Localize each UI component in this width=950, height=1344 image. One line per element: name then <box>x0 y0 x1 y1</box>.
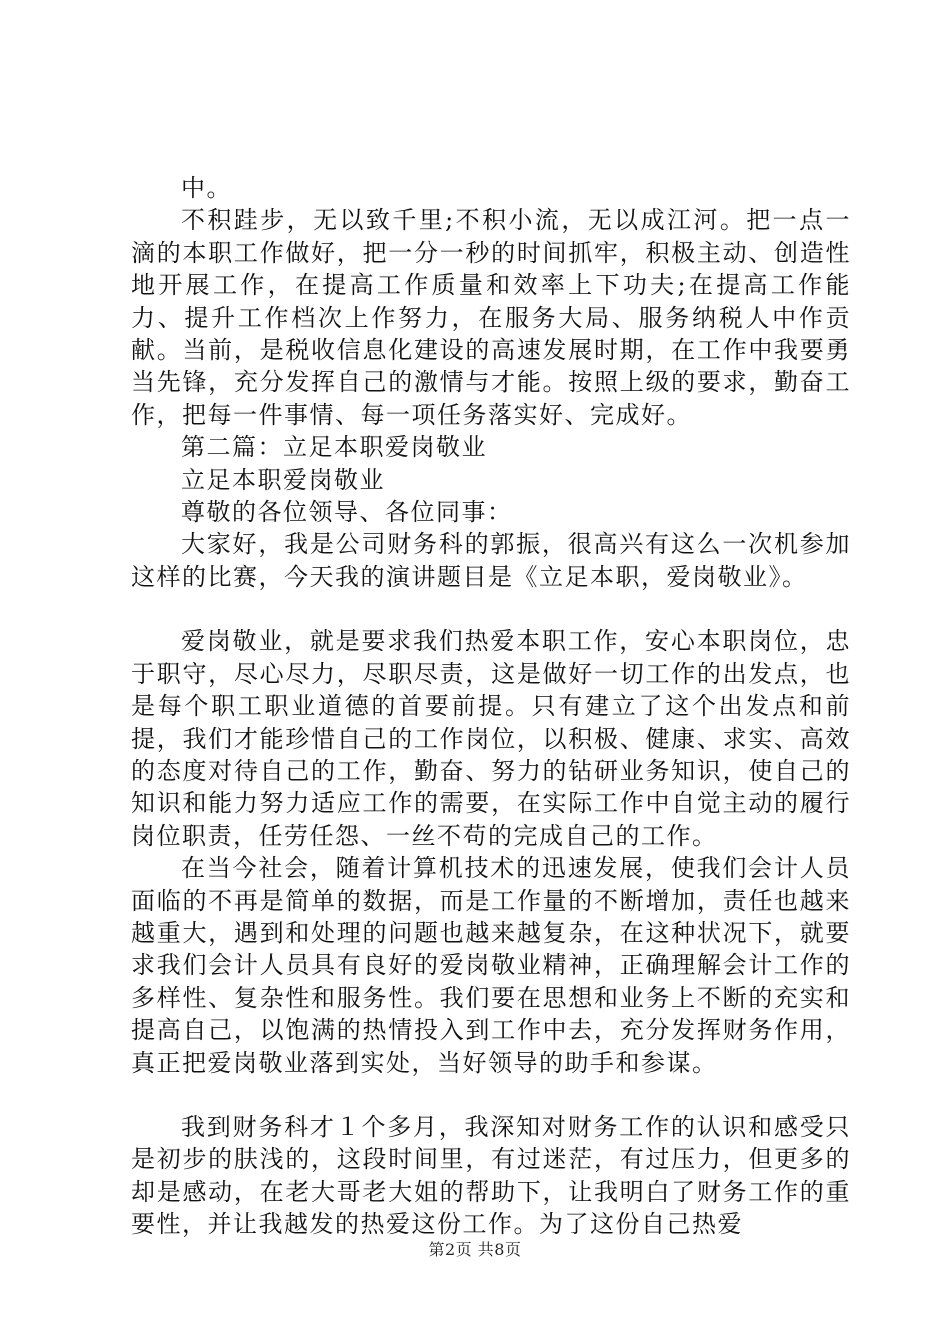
paragraph-spacer <box>131 1079 851 1111</box>
page-number-footer: 第2页 共8页 <box>428 1240 522 1259</box>
salutation: 尊敬的各位领导、各位同事： <box>181 498 513 527</box>
paragraph-greeting: 大家好，我是公司财务科的郭振，很高兴有这么一次机参加这样的比赛，今天我的演讲题目是《立足本职，爱岗敬业》。 <box>131 530 851 591</box>
paragraph-dedication: 爱岗敬业，就是要求我们热爱本职工作，安心本职岗位，忠于职守，尽心尽力，尽职尽责，这是做好一切工作的出发点，也是每个职工职业道德的首要前提。只有建立了这个出发点和前提，我们才能珍惜自己的工作岗位，以积极、健康、求实、高效的态度对待自己的工作，勤奋、努力的钻研业务知识，使自己的知识和能力努力适应工作的需要，在实际工作中自觉主动的履行岗位职责，任劳任怨、一丝不苟的完成自己的工作。 <box>131 627 851 850</box>
paragraph-continuation: 中。 <box>181 174 232 202</box>
paragraph-spacer <box>131 593 851 625</box>
document-body <box>131 172 851 1241</box>
section-heading: 第二篇：立足本职爱岗敬业 <box>181 433 487 462</box>
speech-title: 立足本职爱岗敬业 <box>181 465 385 494</box>
paragraph-intro: 不积跬步，无以致千里;不积小流，无以成江河。把一点一滴的本职工作做好，把一分一秒的时间抓牢，积极主动、创造性地开展工作，在提高工作质量和效率上下功夫;在提高工作能力、提升工作档次上作努力，在服务大局、服务纳税人中作贡献。当前，是税收信息化建设的高速发展时期，在工作中我要勇当先锋，充分发挥自己的激情与才能。按照上级的要求，勤奋工作，把每一件事情、每一项任务落实好、完成好。 <box>131 206 851 429</box>
paragraph-society: 在当今社会，随着计算机技术的迅速发展，使我们会计人员面临的不再是简单的数据，而是工作量的不断增加，责任也越来越重大，遇到和处理的问题也越来越复杂，在这种状况下，就要求我们会计人员具有良好的爱岗敬业精神，正确理解会计工作的多样性、复杂性和服务性。我们要在思想和业务上不断的充实和提高自己，以饱满的热情投入到工作中去，充分发挥财务作用，真正把爱岗敬业落到实处，当好领导的助手和参谋。 <box>131 854 851 1077</box>
paragraph-experience: 我到财务科才１个多月，我深知对财务工作的认识和感受只是初步的肤浅的，这段时间里，有过迷茫，有过压力，但更多的却是感动，在老大哥老大姐的帮助下，让我明白了财务工作的重要性，并让我越发的热爱这份工作。为了这份自己热爱 <box>131 1112 851 1239</box>
